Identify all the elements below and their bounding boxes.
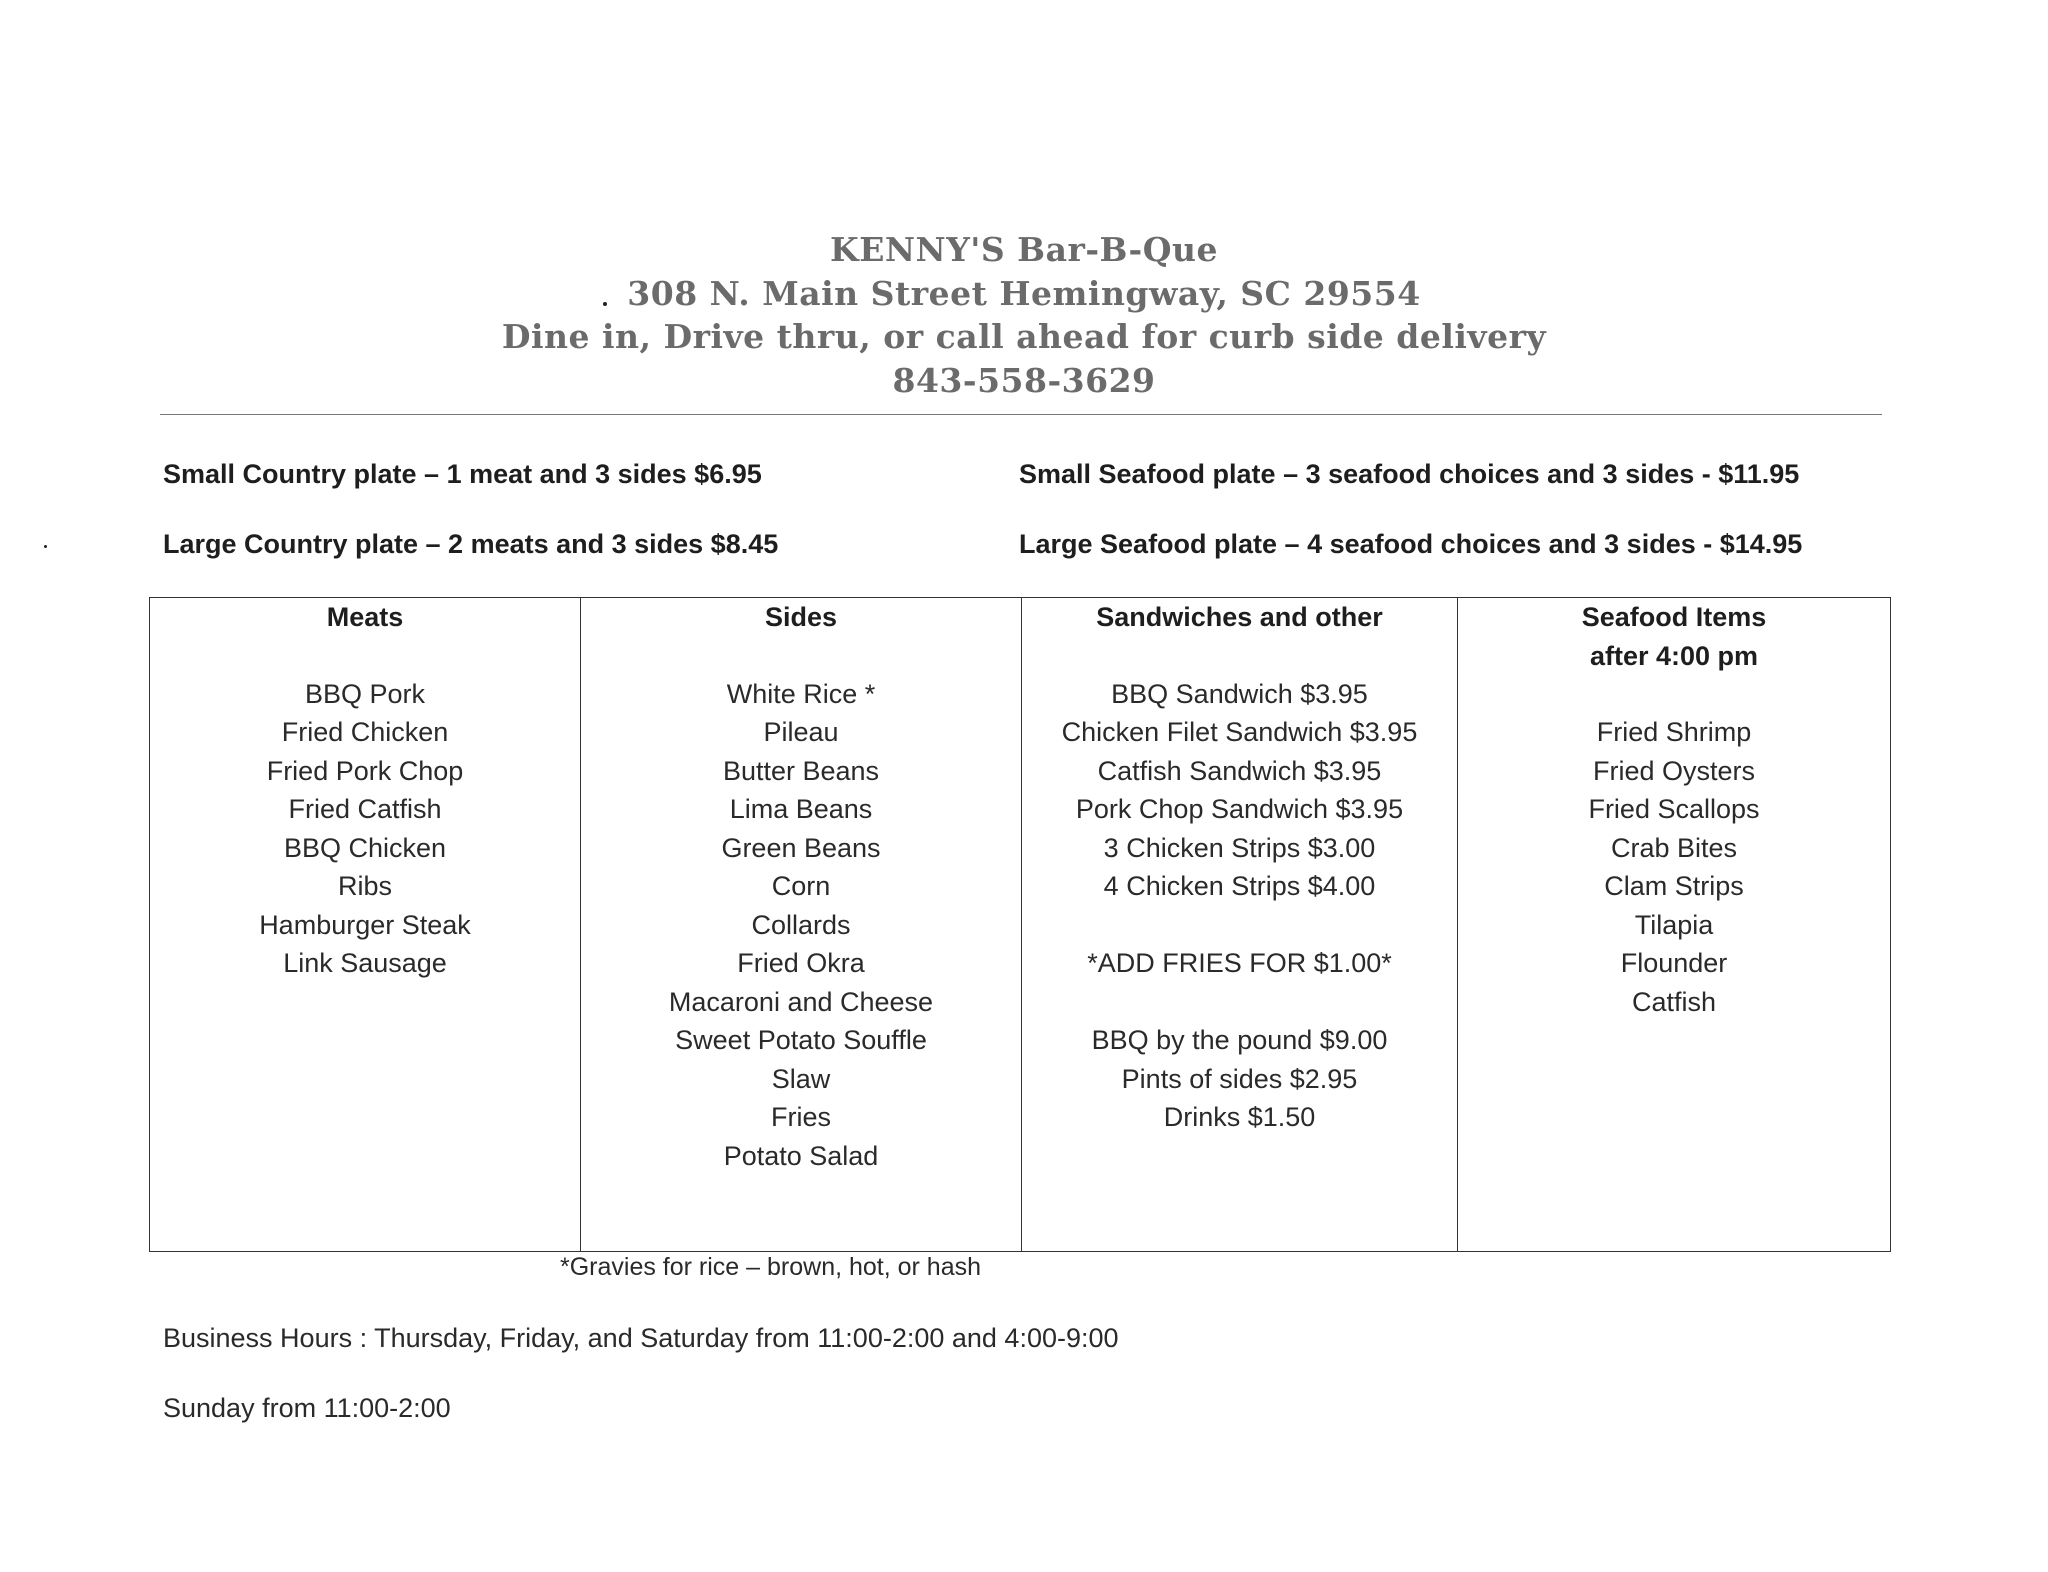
menu-item: BBQ Chicken bbox=[283, 832, 447, 863]
menu-item: BBQ Sandwich $3.95 bbox=[1111, 678, 1368, 709]
column-heading-line: Sandwiches and other bbox=[1096, 602, 1383, 632]
menu-item: Pileau bbox=[763, 717, 839, 747]
menu-table bbox=[149, 597, 1891, 1252]
menu-item: Crab Bites bbox=[1610, 832, 1738, 863]
menu-spacer bbox=[1022, 983, 1457, 1022]
menu-item: Slaw bbox=[771, 1063, 831, 1094]
column-items bbox=[1022, 675, 1457, 1137]
menu-item: Sweet Potato Souffle bbox=[675, 1025, 927, 1055]
menu-item: Lima Beans bbox=[729, 794, 873, 824]
menu-header bbox=[0, 228, 2048, 402]
column-heading-line: Sides bbox=[764, 602, 838, 632]
small-seafood-plate: Small Seafood plate – 3 seafood choices and 3 sides - $11.95 bbox=[1019, 459, 1800, 489]
column-sandwiches bbox=[1022, 598, 1458, 1251]
menu-item: Butter Beans bbox=[722, 755, 880, 786]
phone-number: 843-558-3629 bbox=[892, 360, 1156, 400]
small-country-plate: Small Country plate – 1 meat and 3 sides $6.95 bbox=[163, 459, 762, 489]
large-country-plate: Large Country plate – 2 meats and 3 sides $8.45 bbox=[163, 529, 779, 559]
add-fries-note: *ADD FRIES FOR $1.00* bbox=[1087, 948, 1392, 978]
menu-item: BBQ Pork bbox=[304, 678, 426, 709]
column-heading bbox=[1458, 598, 1890, 675]
menu-item: Fried Oysters bbox=[1592, 755, 1756, 786]
menu-item: Fries bbox=[771, 1102, 831, 1132]
column-meats bbox=[150, 598, 581, 1251]
restaurant-name: KENNY'S Bar-B-Que bbox=[830, 230, 1218, 269]
business-hours: Business Hours : Thursday, Friday, and Saturday from 11:00-2:00 and 4:00-9:00 bbox=[163, 1323, 1119, 1353]
column-items bbox=[1458, 713, 1890, 1021]
menu-item: Green Beans bbox=[721, 832, 881, 863]
menu-item: White Rice * bbox=[726, 678, 876, 709]
menu-item: Fried Okra bbox=[737, 948, 865, 978]
menu-item: 3 Chicken Strips $3.00 bbox=[1103, 832, 1376, 863]
column-sides bbox=[581, 598, 1022, 1251]
menu-item: Potato Salad bbox=[723, 1140, 879, 1171]
menu-item: Pints of sides $2.95 bbox=[1121, 1063, 1358, 1094]
scan-speck bbox=[603, 302, 607, 306]
menu-item: Fried Scallops bbox=[1588, 794, 1760, 824]
menu-item: Catfish Sandwich $3.95 bbox=[1097, 755, 1382, 786]
menu-item: Drinks $1.50 bbox=[1163, 1102, 1316, 1132]
column-heading bbox=[150, 598, 580, 637]
restaurant-address: 308 N. Main Street Hemingway, SC 29554 bbox=[627, 273, 1421, 313]
sunday-hours: Sunday from 11:00-2:00 bbox=[163, 1393, 451, 1423]
menu-item: Clam Strips bbox=[1604, 871, 1744, 901]
menu-item: BBQ by the pound $9.00 bbox=[1091, 1025, 1388, 1055]
column-heading-line: after 4:00 pm bbox=[1589, 640, 1759, 671]
column-heading-line: Seafood Items bbox=[1581, 602, 1767, 632]
column-heading-line: Meats bbox=[326, 602, 404, 632]
menu-item: Flounder bbox=[1620, 948, 1728, 978]
menu-item: Macaroni and Cheese bbox=[668, 986, 934, 1017]
scan-speck bbox=[44, 545, 47, 548]
menu-item: Collards bbox=[751, 909, 851, 940]
menu-item: Chicken Filet Sandwich $3.95 bbox=[1061, 717, 1418, 747]
menu-item: Fried Catfish bbox=[288, 794, 442, 824]
menu-item: Fried Chicken bbox=[281, 717, 449, 747]
column-items bbox=[150, 675, 580, 983]
column-heading bbox=[581, 598, 1021, 637]
menu-spacer bbox=[1022, 906, 1457, 945]
gravies-footnote: *Gravies for rice – brown, hot, or hash bbox=[560, 1253, 982, 1281]
menu-item: Pork Chop Sandwich $3.95 bbox=[1075, 794, 1404, 824]
header-divider bbox=[160, 414, 1882, 415]
column-heading bbox=[1022, 598, 1457, 637]
menu-item: Corn bbox=[771, 871, 831, 901]
service-options: Dine in, Drive thru, or call ahead for curb side delivery bbox=[501, 317, 1547, 356]
large-seafood-plate: Large Seafood plate – 4 seafood choices and 3 sides - $14.95 bbox=[1019, 529, 1803, 559]
menu-item: Catfish bbox=[1631, 986, 1717, 1017]
column-seafood bbox=[1458, 598, 1890, 1251]
menu-item: Link Sausage bbox=[283, 948, 447, 978]
menu-item: Tilapia bbox=[1634, 909, 1714, 940]
menu-item: Hamburger Steak bbox=[259, 909, 471, 940]
menu-item: Ribs bbox=[337, 871, 392, 901]
menu-item: 4 Chicken Strips $4.00 bbox=[1103, 871, 1376, 901]
menu-item: Fried Shrimp bbox=[1596, 717, 1752, 747]
menu-item: Fried Pork Chop bbox=[266, 755, 464, 786]
column-items bbox=[581, 675, 1021, 1176]
